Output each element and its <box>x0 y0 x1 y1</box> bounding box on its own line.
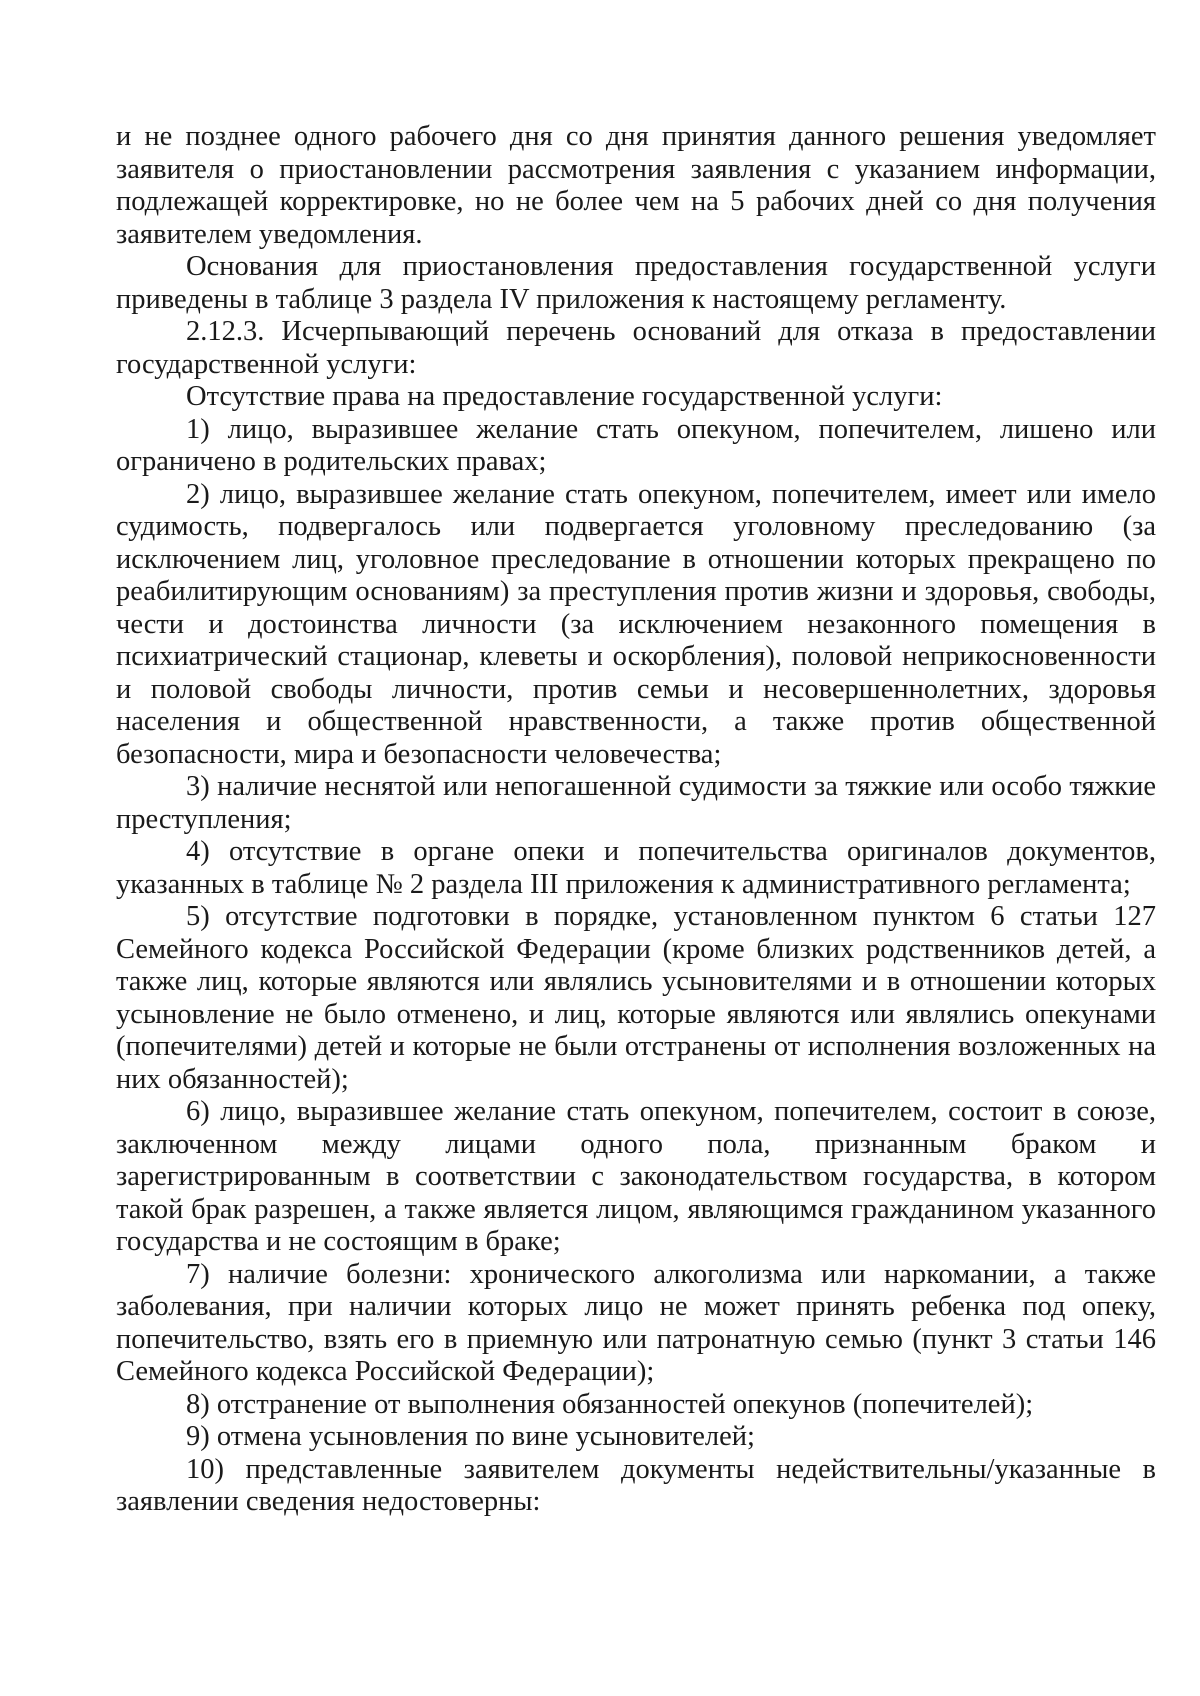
list-item-10: 10) представленные заявителем документы недействительны/указанные в заявлении сведения недостоверны: <box>116 1453 1156 1517</box>
list-item-5: 5) отсутствие подготовки в порядке, установленном пунктом 6 статьи 127 Семейного кодекса Российской Федерации (кроме близких родственников детей, а также лиц, которые являются или являлись усыновителями и в отношении которых усыновление не было отменено, и лиц, которые являются или являлись опекунами (попечителями) детей и которые не были отстранены от исполнения возложенных на них обязанностей); <box>116 901 1156 1095</box>
list-item-3: 3) наличие неснятой или непогашенной судимости за тяжкие или особо тяжкие преступления; <box>116 771 1156 835</box>
list-item-2: 2) лицо, выразившее желание стать опекуном, попечителем, имеет или имело судимость, подвергалось или подвергается уголовному преследованию (за исключением лиц, уголовное преследование в отношении которых прекращено по реабилитирующим основаниям) за преступления против жизни и здоровья, свободы, чести и достоинства личности (за исключением незаконного помещения в психиатрический стационар, клеветы и оскорбления), половой неприкосновенности и половой свободы личности, против семьи и несовершеннолетних, здоровья населения и общественной нравственности, а также против общественной безопасности, мира и безопасности человечества; <box>116 478 1156 770</box>
list-item-4: 4) отсутствие в органе опеки и попечительства оригиналов документов, указанных в таблице № 2 раздела III приложения к административного регламента; <box>116 836 1156 900</box>
paragraph-section-2-12-3: 2.12.3. Исчерпывающий перечень оснований для отказа в предоставлении государственной услуги: <box>116 316 1156 380</box>
document-body <box>116 121 1156 1519</box>
list-item-7: 7) наличие болезни: хронического алкоголизма или наркомании, а также заболевания, при наличии которых лицо не может принять ребенка под опеку, попечительство, взять его в приемную или патронатную семью (пункт 3 статьи 146 Семейного кодекса Российской Федерации); <box>116 1258 1156 1387</box>
list-item-1: 1) лицо, выразившее желание стать опекуном, попечителем, лишено или ограничено в родительских правах; <box>116 413 1156 477</box>
paragraph-suspension-grounds: Основания для приостановления предоставления государственной услуги приведены в таблице 3 раздела IV приложения к настоящему регламенту. <box>116 251 1156 315</box>
paragraph-no-right-heading: Отсутствие права на предоставление государственной услуги: <box>186 381 943 412</box>
list-item-6: 6) лицо, выразившее желание стать опекуном, попечителем, состоит в союзе, заключенном между лицами одного пола, признанным браком и зарегистрированным в соответствии с законодательством государства, в котором такой брак разрешен, а также является лицом, являющимся гражданином указанного государства и не состоящим в браке; <box>116 1096 1156 1257</box>
list-item-9: 9) отмена усыновления по вине усыновителей; <box>186 1421 755 1452</box>
paragraph-notification-deadline: и не позднее одного рабочего дня со дня принятия данного решения уведомляет заявителя о приостановлении рассмотрения заявления с указанием информации, подлежащей корректировке, но не более чем на 5 рабочих дней со дня получения заявителем уведомления. <box>116 121 1156 250</box>
list-item-8: 8) отстранение от выполнения обязанностей опекунов (попечителей); <box>186 1388 1034 1420</box>
